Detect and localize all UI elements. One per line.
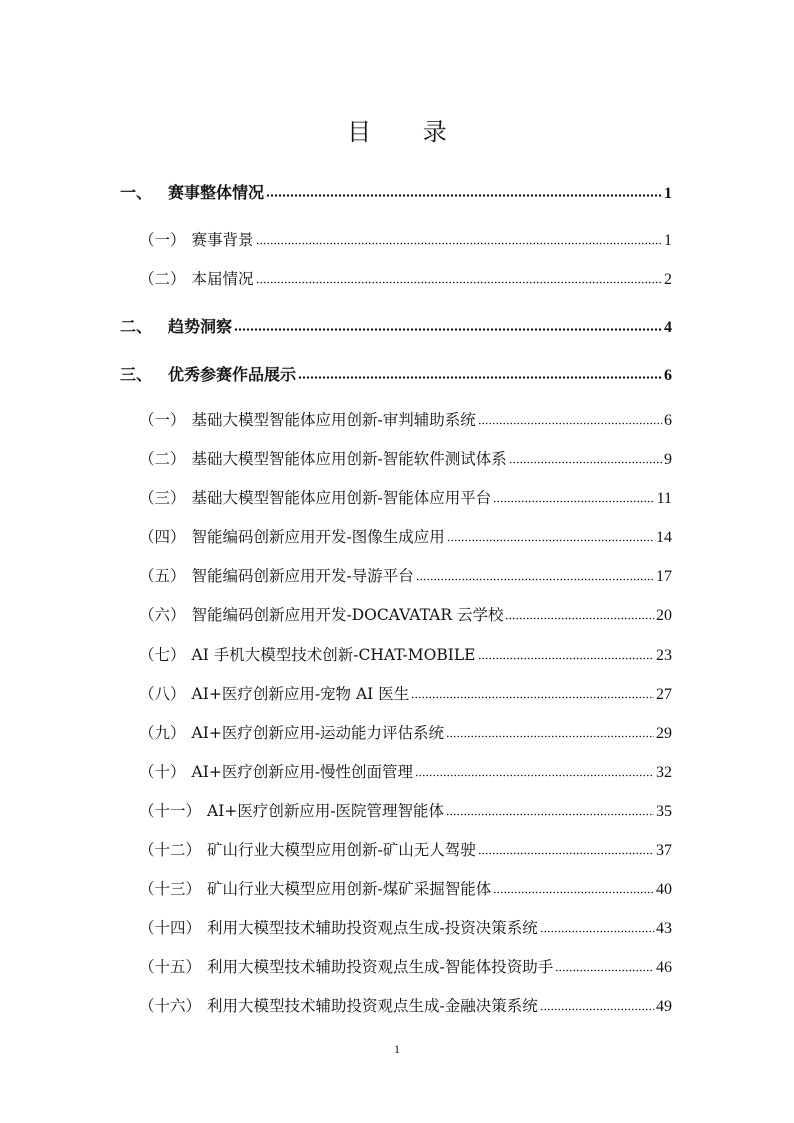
toc-entry-page: 20 xyxy=(656,607,672,624)
toc-entry-number: 三、 xyxy=(120,365,153,384)
toc-entry[interactable] xyxy=(139,760,672,782)
toc-entry-page: 4 xyxy=(664,319,672,336)
toc-entry[interactable] xyxy=(139,799,672,821)
dot-leader xyxy=(493,499,654,504)
toc-entry-title: 赛事整体情况 xyxy=(168,183,265,202)
toc-entry[interactable] xyxy=(120,314,672,336)
toc-entry-title: 赛事背景 xyxy=(191,231,254,249)
toc-entry-page: 35 xyxy=(656,803,672,820)
dot-leader xyxy=(447,538,654,543)
toc-entry-title: 智能编码创新应用开发-图像生成应用 xyxy=(191,528,445,546)
toc-entry-number: （九） xyxy=(139,724,186,742)
toc-entry[interactable] xyxy=(139,994,672,1016)
toc-entry[interactable] xyxy=(120,180,672,202)
toc-entry[interactable] xyxy=(139,916,672,938)
toc-entry-number: （五） xyxy=(139,567,186,585)
toc-entry[interactable] xyxy=(139,877,672,899)
toc-entry-title: 智能编码创新应用开发-导游平台 xyxy=(191,567,414,585)
toc-entry-page: 23 xyxy=(656,647,672,664)
toc-entry[interactable] xyxy=(139,447,672,469)
toc-entry-page: 17 xyxy=(656,568,672,585)
toc-entry-page: 27 xyxy=(656,686,672,703)
toc-entry-number: （十一） xyxy=(139,802,202,820)
toc-entry-title: 利用大模型技术辅助投资观点生成-智能体投资助手 xyxy=(207,958,554,976)
toc-entry-title: 优秀参赛作品展示 xyxy=(168,365,297,384)
toc-entry[interactable] xyxy=(139,682,672,704)
toc-entry[interactable] xyxy=(139,955,672,977)
toc-entry-page: 6 xyxy=(664,412,672,429)
toc-entry-page: 6 xyxy=(664,367,672,384)
toc-entry-title: 矿山行业大模型应用创新-煤矿采掘智能体 xyxy=(207,880,492,898)
toc-entry-title: 基础大模型智能体应用创新-智能体应用平台 xyxy=(191,489,492,507)
dot-leader xyxy=(446,734,654,739)
toc-entry-page: 46 xyxy=(656,959,672,976)
dot-leader xyxy=(509,460,662,465)
dot-leader xyxy=(493,890,654,895)
toc-entry[interactable] xyxy=(139,228,672,250)
toc-entry-page: 1 xyxy=(664,232,672,249)
toc-entry-number: （三） xyxy=(139,489,186,507)
toc-entry-title: 利用大模型技术辅助投资观点生成-金融决策系统 xyxy=(207,997,538,1015)
toc-entry-number: （十四） xyxy=(139,919,202,937)
toc-entry-title: AI+医疗创新应用-医院管理智能体 xyxy=(207,802,445,820)
toc-entry[interactable] xyxy=(139,643,672,665)
toc-entry-page: 37 xyxy=(656,842,672,859)
dot-leader xyxy=(266,193,662,198)
toc-entry-title: AI+医疗创新应用-运动能力评估系统 xyxy=(191,724,445,742)
toc-entry-number: （一） xyxy=(139,411,186,429)
toc-entry[interactable] xyxy=(139,486,672,508)
dot-leader xyxy=(478,656,655,661)
dot-leader xyxy=(478,421,662,426)
toc-entry[interactable] xyxy=(139,267,672,289)
toc-entry-page: 11 xyxy=(656,490,672,507)
toc-entry-number: （一） xyxy=(139,231,186,249)
dot-leader xyxy=(256,280,662,285)
toc-entry-title: AI+医疗创新应用-慢性创面管理 xyxy=(191,763,414,781)
toc-entry-number: （十六） xyxy=(139,997,202,1015)
toc-entry[interactable] xyxy=(139,721,672,743)
toc-entry[interactable] xyxy=(139,408,672,430)
toc-entry[interactable] xyxy=(139,564,672,586)
toc-entry-page: 49 xyxy=(656,998,672,1015)
page-title: 目 录 xyxy=(347,118,469,146)
dot-leader xyxy=(478,851,654,856)
toc-entry-page: 1 xyxy=(664,185,672,202)
toc-entry-page: 43 xyxy=(656,920,672,937)
toc-entry-number: （七） xyxy=(139,646,186,664)
dot-leader xyxy=(555,968,654,973)
toc-entry-title: AI 手机大模型技术创新-CHAT-MOBILE xyxy=(191,646,476,664)
toc-entry-number: （二） xyxy=(139,270,186,288)
toc-entry-number: （八） xyxy=(139,685,186,703)
toc-entry[interactable] xyxy=(120,362,672,384)
toc-entry-page: 9 xyxy=(664,451,672,468)
dot-leader xyxy=(234,327,662,332)
toc-entry-title: 智能编码创新应用开发-DOCAVATAR 云学校 xyxy=(191,606,504,624)
toc-entry-title: 基础大模型智能体应用创新-审判辅助系统 xyxy=(191,411,476,429)
toc-entry-number: （十三） xyxy=(139,880,202,898)
toc-entry-number: （二） xyxy=(139,450,186,468)
toc-entry-title: 本届情况 xyxy=(191,270,254,288)
dot-leader xyxy=(416,577,654,582)
toc-entry-page: 32 xyxy=(656,764,672,781)
toc-entry-page: 2 xyxy=(664,271,672,288)
toc-entry-number: （四） xyxy=(139,528,186,546)
toc-entry-page: 40 xyxy=(656,881,672,898)
toc-entry[interactable] xyxy=(139,838,672,860)
toc-entry[interactable] xyxy=(139,525,672,547)
dot-leader xyxy=(505,616,654,621)
toc-entry-title: 利用大模型技术辅助投资观点生成-投资决策系统 xyxy=(207,919,538,937)
toc-entry-number: 一、 xyxy=(120,183,153,202)
toc-entry-title: AI+医疗创新应用-宠物 AI 医生 xyxy=(191,685,410,703)
toc-entry[interactable] xyxy=(139,603,672,625)
toc-entry-page: 29 xyxy=(656,725,672,742)
dot-leader xyxy=(298,375,662,380)
toc-entry-number: （六） xyxy=(139,606,186,624)
dot-leader xyxy=(256,241,662,246)
toc-entry-title: 矿山行业大模型应用创新-矿山无人驾驶 xyxy=(207,841,476,859)
toc-entry-page: 14 xyxy=(656,529,672,546)
dot-leader xyxy=(415,773,654,778)
dot-leader xyxy=(446,812,654,817)
toc-entry-title: 基础大模型智能体应用创新-智能软件测试体系 xyxy=(191,450,507,468)
toc-entry-number: （十五） xyxy=(139,958,202,976)
dot-leader xyxy=(540,929,654,934)
dot-leader xyxy=(540,1007,654,1012)
page-number: 1 xyxy=(394,1042,400,1056)
toc-entry-number: （十二） xyxy=(139,841,202,859)
dot-leader xyxy=(411,695,654,700)
toc-entry-number: 二、 xyxy=(120,317,153,336)
toc-entry-title: 趋势洞察 xyxy=(168,317,233,336)
toc-entry-number: （十） xyxy=(139,763,186,781)
